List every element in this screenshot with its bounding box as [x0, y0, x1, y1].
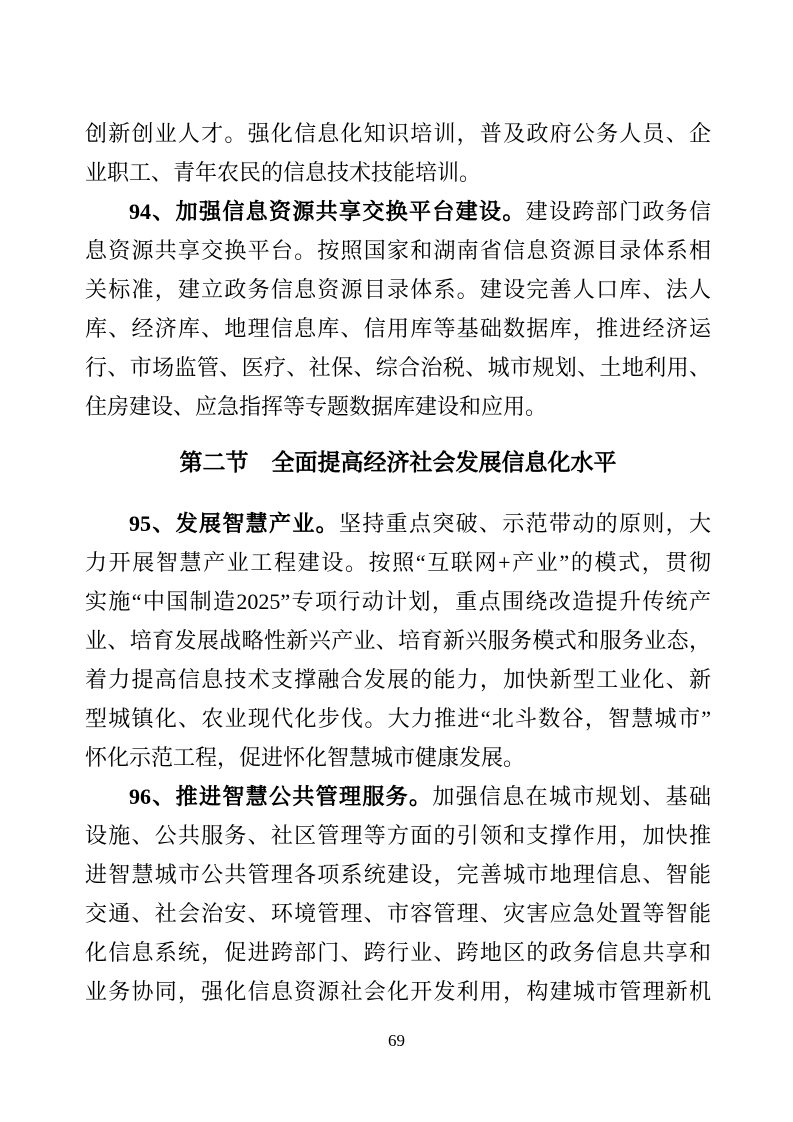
item-94-lead: 94、加强信息资源共享交换平台建设。	[129, 199, 526, 224]
paragraph-94	[85, 192, 711, 426]
paragraph-continuation	[85, 114, 711, 192]
doc-line	[85, 504, 711, 543]
doc-line: 进智慧城市公共管理各项系统建设，完善城市地理信息、智能	[85, 862, 711, 887]
doc-line: 业务协同，强化信息资源社会化开发利用，构建城市管理新机	[85, 979, 711, 1004]
doc-line: 设施、公共服务、社区管理等方面的引领和支撑作用，加快推	[85, 823, 711, 848]
item-96-body-start: 加强信息在城市规划、基础	[432, 784, 711, 809]
doc-line	[85, 777, 711, 816]
doc-line: 库、经济库、地理信息库、信用库等基础数据库，推进经济运	[85, 316, 711, 341]
doc-line: 化信息系统，促进跨部门、跨行业、跨地区的政务信息共享和	[85, 940, 711, 965]
doc-line: 怀化示范工程，促进怀化智慧城市健康发展。	[85, 745, 526, 770]
doc-line: 业职工、青年农民的信息技术技能培训。	[85, 160, 482, 185]
doc-line: 实施“中国制造2025”专项行动计划，重点围绕改造提升传统产	[85, 589, 711, 614]
item-96-lead: 96、推进智慧公共管理服务。	[129, 784, 433, 809]
paragraph-96	[85, 777, 711, 1011]
doc-line: 业、培育发展战略性新兴产业、培育新兴服务模式和服务业态，	[85, 628, 711, 653]
doc-line: 力开展智慧产业工程建设。按照“互联网+产业”的模式，贯彻	[85, 550, 711, 575]
doc-line: 关标准，建立政务信息资源目录体系。建设完善人口库、法人	[85, 277, 711, 302]
doc-line	[85, 192, 711, 231]
item-95-lead: 95、发展智慧产业。	[129, 511, 339, 536]
doc-line: 型城镇化、农业现代化步伐。大力推进“北斗数谷，智慧城市”	[85, 706, 711, 731]
doc-line: 着力提高信息技术支撑融合发展的能力，加快新型工业化、新	[85, 667, 711, 692]
doc-line: 息资源共享交换平台。按照国家和湖南省信息资源目录体系相	[85, 238, 711, 263]
item-94-body-start: 建设跨部门政务信	[525, 199, 711, 224]
doc-line: 交通、社会治安、环境管理、市容管理、灾害应急处置等智能	[85, 901, 711, 926]
page-number: 69	[388, 1031, 405, 1050]
doc-line: 住房建设、应急指挥等专题数据库建设和应用。	[85, 394, 548, 419]
section-heading: 第二节 全面提高经济社会发展信息化水平	[179, 450, 617, 475]
doc-line: 行、市场监管、医疗、社保、综合治税、城市规划、土地利用、	[85, 355, 711, 380]
paragraph-95	[85, 504, 711, 777]
text-block	[85, 114, 711, 1011]
item-95-body-start: 坚持重点突破、示范带动的原则，大	[339, 511, 711, 536]
doc-line: 创新创业人才。强化信息化知识培训，普及政府公务人员、企	[85, 121, 711, 146]
